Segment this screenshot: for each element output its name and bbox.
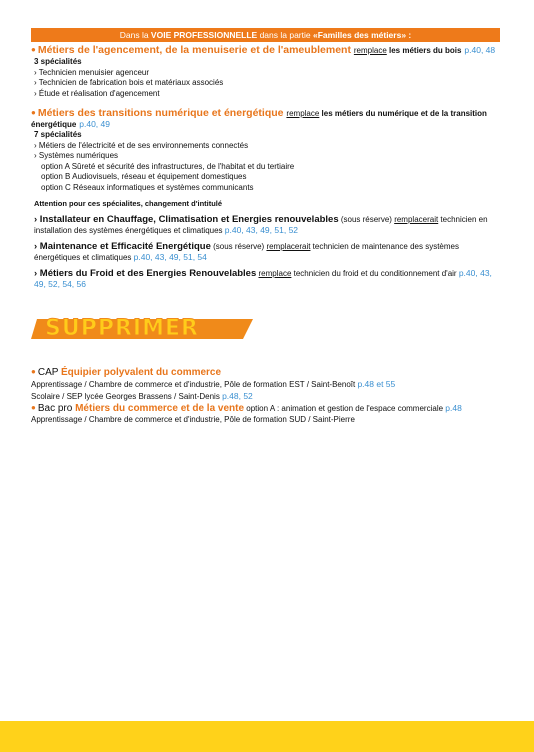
bullet-icon: ● [31, 45, 36, 54]
removed-extra: option A : animation et gestion de l'espace commerciale [244, 404, 446, 413]
replace-word: remplace [353, 46, 387, 55]
removed-keyword: Métiers du commerce et de la vente [75, 403, 245, 414]
page-refs: p.48 [445, 403, 462, 413]
removed-line [31, 415, 503, 426]
section-title [31, 44, 503, 57]
removed-title [31, 366, 503, 379]
change-rest: technicien de maintenance des systèmes énergétiques et climatiques [34, 241, 459, 262]
page-refs: p.48, 52 [222, 390, 253, 401]
speciality-count: 7 spécialités [34, 130, 82, 139]
main-content [31, 44, 503, 291]
page-refs: p.40, 43, 49, 52, 54, 56 [34, 267, 492, 289]
banner-pre: Dans la [119, 30, 151, 40]
section-rest: les métiers du numérique et de la transition énergétique [31, 109, 487, 129]
section-agencement [31, 44, 503, 99]
bullet-icon: ● [31, 367, 36, 376]
speciality-count: 3 spécialités [34, 57, 82, 66]
list-item: › Étude et réalisation d'agencement [34, 88, 160, 98]
banner-bold-2: «Familles des métiers» : [312, 30, 412, 40]
removed-line-text: Scolaire / SEP lycée Georges Brassens / Saint-Denis [31, 391, 223, 401]
replace-word: remplace [286, 109, 320, 118]
change-title: › Métiers du Froid et des Energies Renouvelables [34, 267, 257, 279]
change-item [31, 268, 503, 291]
change-title: › Installateur en Chauffage, Climatisation et Energies renouvelables [34, 213, 339, 225]
removed-list [31, 366, 503, 426]
removed-line [31, 391, 503, 403]
section-title-text: Métiers de l'agencement, de la menuiserie et de l'ameublement [37, 44, 351, 56]
option-item: option B Audiovisuels, réseau et équipement domestiques [41, 172, 247, 181]
change-rest: technicien du froid et du conditionnement d'air [291, 268, 459, 278]
change-item [31, 214, 503, 237]
section-banner [31, 28, 500, 42]
section-title-text: Métiers des transitions numérique et énergétique [37, 107, 284, 119]
option-item: option A Sûreté et sécurité des infrastructures, de l'habitat et du tertiaire [41, 161, 295, 171]
section-rest: les métiers du bois [386, 46, 462, 55]
list-item: › Systèmes numériques [34, 151, 119, 160]
removed-line-text: Apprentissage / Chambre de commerce et d'industrie, Pôle de formation EST / Saint-Benoît [31, 380, 358, 389]
page-refs: p.40, 49 [79, 119, 110, 129]
removed-item [31, 366, 503, 402]
supprimer-heading [31, 315, 261, 343]
list-item: › Technicien menuisier agenceur [34, 67, 150, 77]
supprimer-title: SUPPRIMER [45, 316, 199, 341]
change-title: › Maintenance et Efficacité Energétique [34, 240, 211, 252]
list-item: › Technicien de fabrication bois et matériaux associés [34, 78, 224, 87]
removed-prefix: Bac pro [37, 403, 76, 414]
section-title [31, 107, 503, 130]
removed-keyword: Équipier polyvalent du commerce [61, 367, 222, 378]
list-item: › Métiers de l'électricité et de ses environnements connectés [34, 140, 249, 150]
bullet-icon: ● [31, 403, 36, 412]
page-refs: p.40, 48 [464, 45, 496, 55]
change-note: (sous réserve) [210, 241, 267, 251]
option-item: option C Réseaux informatiques et systèmes communicants [41, 182, 254, 192]
removed-item [31, 402, 503, 426]
removed-prefix: CAP [37, 367, 62, 378]
removed-line-text: Apprentissage / Chambre de commerce et d'industrie, Pôle de formation SUD / Saint-Pierre [31, 415, 355, 424]
page-refs: p.48 et 55 [357, 379, 396, 389]
footer-band [0, 721, 534, 752]
change-note: (sous réserve) [338, 214, 395, 224]
page-refs: p.40, 43, 49, 51, 54 [133, 252, 207, 262]
change-item [31, 241, 503, 264]
page-refs: p.40, 43, 49, 51, 52 [224, 225, 299, 235]
bullet-icon: ● [31, 108, 36, 117]
replace-word: remplacerait [266, 241, 311, 251]
replace-word: remplacerait [394, 214, 439, 224]
change-rest: technicien en installation des systèmes énergétiques et climatiques [34, 214, 488, 235]
replace-word: remplace [258, 268, 292, 278]
attention-note: Attention pour ces spécialites, changement d'intitulé [34, 199, 223, 208]
removed-line [31, 379, 503, 391]
section-transitions [31, 107, 503, 193]
removed-title [31, 402, 503, 415]
banner-mid: dans la partie [257, 30, 313, 40]
banner-bold-1: VOIE PROFESSIONNELLE [150, 30, 258, 40]
